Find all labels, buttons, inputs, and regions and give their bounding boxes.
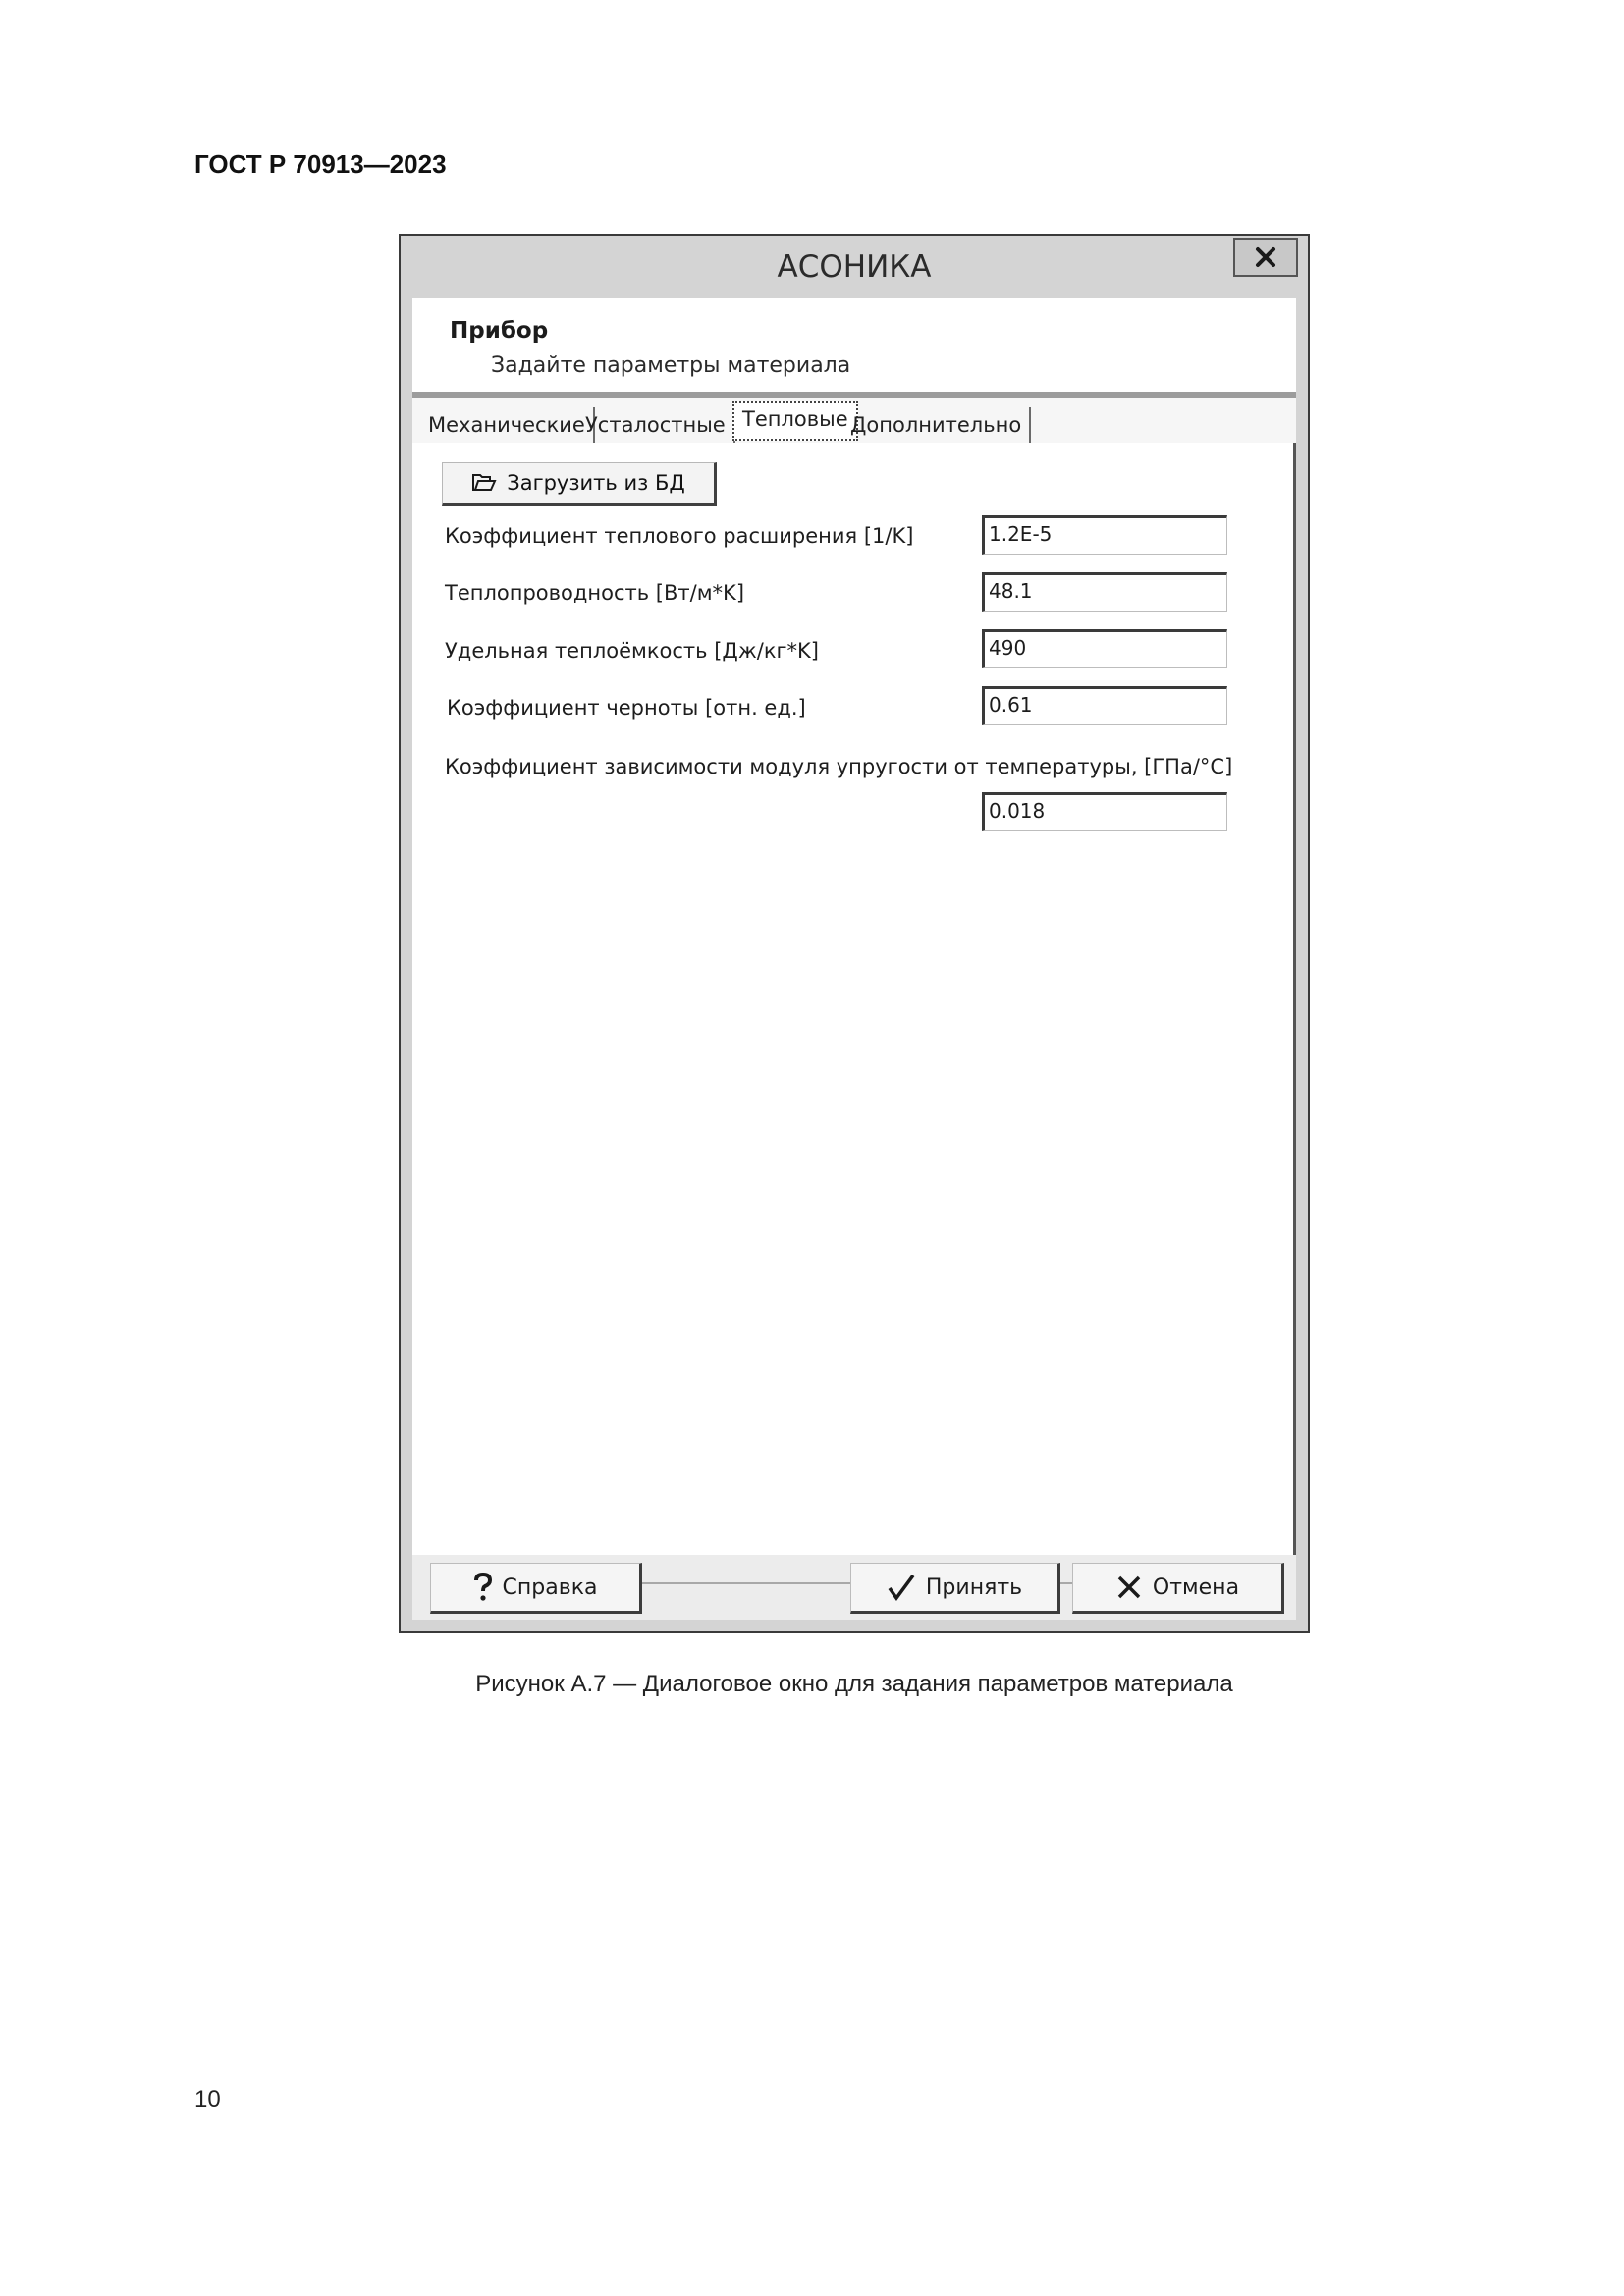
emissivity-label: Коэффициент черноты [отн. ед.]	[447, 696, 806, 720]
thermal-properties-panel	[412, 443, 1296, 1555]
cancel-button-label: Отмена	[1152, 1575, 1240, 1600]
close-icon	[1255, 246, 1276, 268]
thermal-conductivity-label: Теплопроводность [Вт/м*K]	[445, 581, 745, 605]
emissivity-input[interactable]: 0.61	[982, 686, 1227, 725]
title-bar	[401, 236, 1308, 298]
specific-heat-label: Удельная теплоёмкость [Дж/кг*K]	[445, 639, 819, 663]
wizard-banner	[412, 298, 1296, 398]
thermal-conductivity-input[interactable]: 48.1	[982, 572, 1227, 612]
thermal-expansion-input[interactable]: 1.2E-5	[982, 515, 1227, 555]
page-number: 10	[194, 2086, 221, 2112]
help-button-label: Справка	[502, 1575, 598, 1600]
document-header: ГОСТ Р 70913—2023	[194, 149, 447, 179]
tab-thermal[interactable]: Тепловые	[732, 401, 858, 441]
help-button[interactable]	[430, 1563, 642, 1614]
specific-heat-input[interactable]: 490	[982, 629, 1227, 668]
window-title: АСОНИКА	[777, 249, 932, 285]
tab-strip	[412, 398, 1296, 443]
cross-icon	[1115, 1574, 1143, 1601]
tab-additional[interactable]: Дополнительно	[840, 407, 1031, 443]
dialog-client-area	[412, 298, 1296, 1620]
close-button[interactable]	[1233, 238, 1298, 277]
load-from-db-button[interactable]	[442, 462, 717, 506]
tab-mechanical[interactable]: Механические	[418, 407, 595, 443]
banner-title: Прибор	[450, 318, 549, 344]
figure-caption: Рисунок А.7 — Диалоговое окно для задания параметров материала	[475, 1671, 1233, 1697]
load-button-label: Загрузить из БД	[507, 471, 685, 495]
tab-fatigue[interactable]: Усталостные	[575, 407, 735, 443]
thermal-expansion-label: Коэффициент теплового расширения [1/K]	[445, 524, 914, 548]
accept-button-label: Принять	[925, 1575, 1023, 1600]
elastic-modulus-temp-coef-label: Коэффициент зависимости модуля упругости от температуры, [ГПа/°C]	[445, 755, 1233, 778]
folder-open-icon	[471, 473, 497, 493]
check-mark-icon	[887, 1573, 916, 1602]
accept-button[interactable]	[850, 1563, 1060, 1614]
question-mark-icon	[473, 1573, 493, 1602]
dialog-window	[399, 234, 1310, 1633]
banner-subtitle: Задайте параметры материала	[491, 353, 851, 378]
elastic-modulus-temp-coef-input[interactable]: 0.018	[982, 792, 1227, 831]
cancel-button[interactable]	[1072, 1563, 1284, 1614]
